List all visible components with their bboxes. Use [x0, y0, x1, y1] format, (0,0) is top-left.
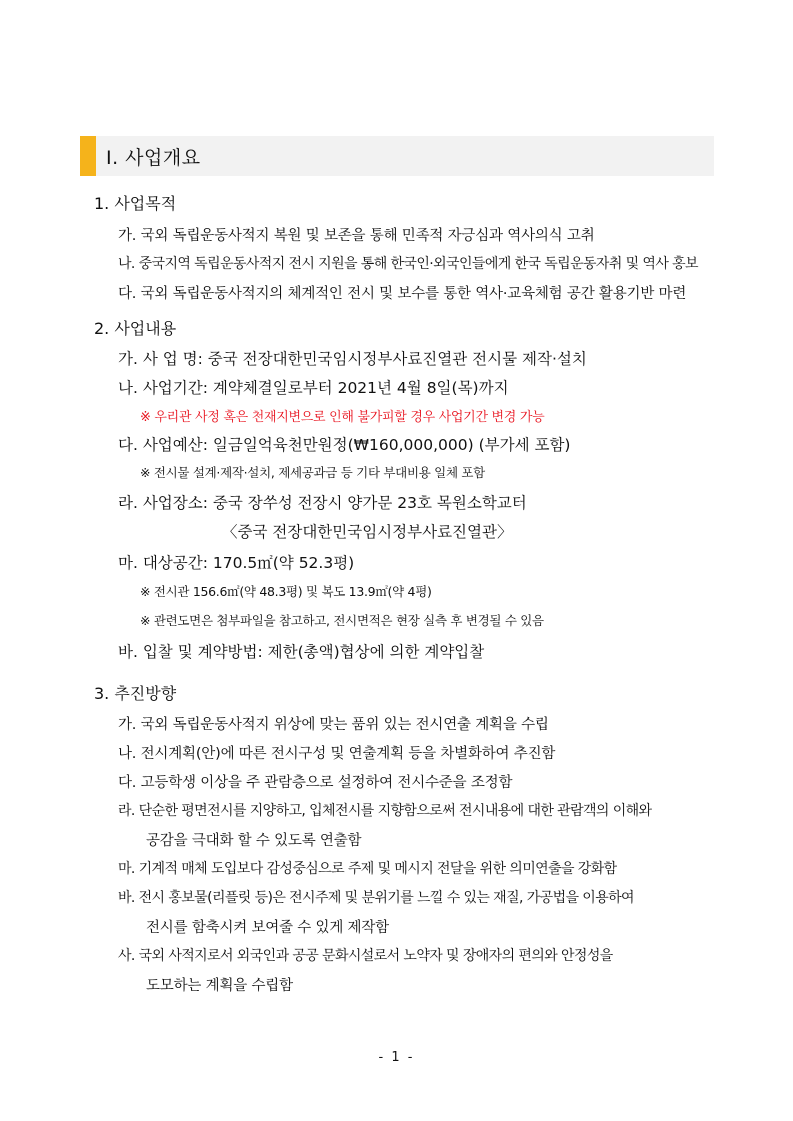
project-budget: 다. 사업예산: 일금일억육천만원정(₩160,000,000) (부가세 포함): [118, 436, 571, 454]
purpose-item: 가. 국외 독립운동사적지 복원 및 보존을 통해 민족적 자긍심과 역사의식 고취: [118, 228, 595, 244]
heading-purpose: 1. 사업목적: [94, 194, 177, 213]
space-note: ※ 관련도면은 첨부파일을 참고하고, 전시면적은 현장 실측 후 변경될 수 있음: [140, 613, 544, 628]
project-place-detail: 〈중국 전장대한민국임시정부사료진열관〉: [222, 523, 513, 541]
project-name: 가. 사 업 명: 중국 전장대한민국임시정부사료진열관 전시물 제작·설치: [118, 350, 587, 368]
project-period: 나. 사업기간: 계약체결일로부터 2021년 4월 8일(목)까지: [118, 379, 509, 397]
direction-item: 다. 고등학생 이상을 주 관람층으로 설정하여 전시수준을 조정함: [118, 775, 513, 791]
direction-item: 바. 전시 홍보물(리플릿 등)은 전시주제 및 분위기를 느낄 수 있는 재질, 가공법을 이용하여: [118, 890, 634, 906]
direction-item: 나. 전시계획(안)에 따른 전시구성 및 연출계획 등을 차별화하여 추진함: [118, 746, 556, 762]
direction-item: 사. 국외 사적지로서 외국인과 공공 문화시설로서 노약자 및 장애자의 편의와 안정성을: [118, 948, 613, 964]
bid-method: 바. 입찰 및 계약방법: 제한(총액)협상에 의한 계약입찰: [118, 643, 485, 661]
space-note: ※ 전시관 156.6㎡(약 48.3평) 및 복도 13.9㎡(약 4평): [140, 584, 432, 599]
direction-item: 라. 단순한 평면전시를 지양하고, 입체전시를 지향함으로써 전시내용에 대한 관람객의 이해와: [118, 803, 652, 819]
direction-item-cont: 공감을 극대화 할 수 있도록 연출함: [146, 833, 362, 849]
target-space: 마. 대상공간: 170.5㎡(약 52.3평): [118, 554, 355, 572]
project-place: 라. 사업장소: 중국 장쑤성 전장시 양가문 23호 목원소학교터: [118, 494, 527, 512]
section-title: Ⅰ. 사업개요: [106, 146, 201, 169]
budget-note: ※ 전시물 설계·제작·설치, 제세공과금 등 기타 부대비용 일체 포함: [140, 465, 485, 480]
heading-content: 2. 사업내용: [94, 319, 177, 338]
purpose-item: 나. 중국지역 독립운동사적지 전시 지원을 통해 한국인·외국인들에게 한국 독립운동자취 및 역사 홍보: [118, 256, 698, 272]
direction-item-cont: 도모하는 계획을 수립함: [146, 978, 293, 994]
direction-item: 가. 국외 독립운동사적지 위상에 맞는 품위 있는 전시연출 계획을 수립: [118, 717, 549, 733]
heading-direction: 3. 추진방향: [94, 684, 177, 703]
direction-item-cont: 전시를 함축시켜 보여줄 수 있게 제작함: [146, 920, 389, 936]
direction-item: 마. 기계적 매체 도입보다 감성중심으로 주제 및 메시지 전달을 위한 의미연출을 강화함: [118, 861, 617, 877]
purpose-item: 다. 국외 독립운동사적지의 체계적인 전시 및 보수를 통한 역사·교육체험 공간 활용기반 마련: [118, 286, 687, 302]
period-note: ※ 우리관 사정 혹은 천재지변으로 인해 불가피할 경우 사업기간 변경 가능: [140, 410, 545, 425]
section-accent-bar: [80, 136, 96, 176]
section-header: [80, 136, 714, 176]
page-number: - 1 -: [378, 1050, 415, 1065]
